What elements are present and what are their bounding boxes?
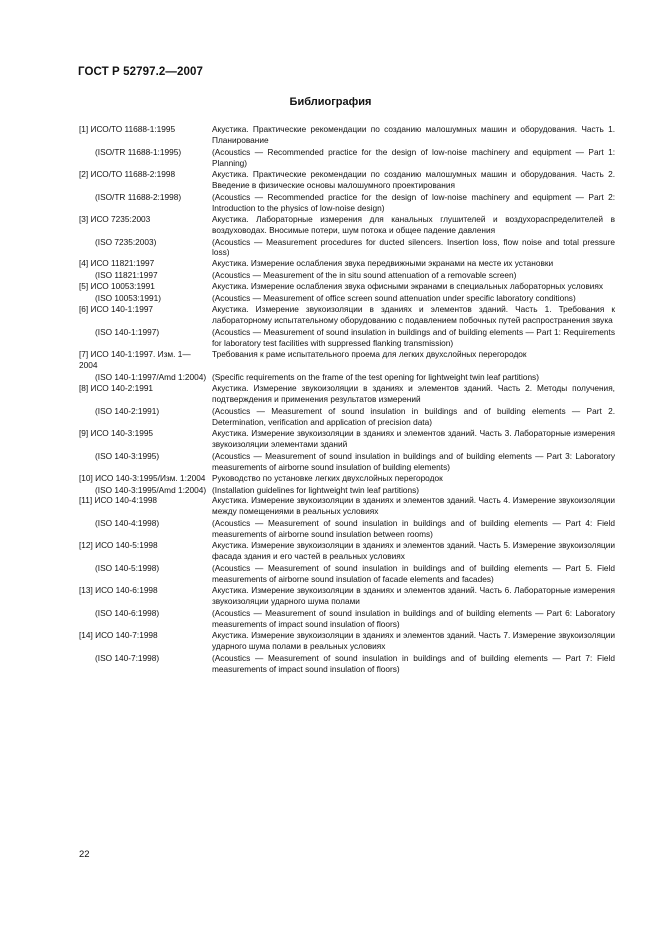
entry-reference-iso: (ISO 140-6:1998) xyxy=(95,607,160,618)
entry-description-ru: Акустика. Лабораторные измерения для канальных глушителей и воздухораспределителей в воздуховодах. Вносимые потери, шум потока и общее падение давления xyxy=(212,213,615,235)
bibliography-entry xyxy=(79,304,615,349)
entry-reference-iso: (ISO/TR 11688-1:1995) xyxy=(95,146,182,157)
entry-reference-iso: (ISO 140-3:1995/Amd 1:2004) xyxy=(95,484,207,495)
entry-description-en: (Acoustics — Measurement of sound insulation in buildings and of building elements — Part 5. Field measurements of airborne sound insulation of facade elements and facades) xyxy=(212,563,615,585)
entry-reference: [8] ИСО 140-2:1991 xyxy=(79,382,154,393)
bibliography-entry xyxy=(79,258,615,281)
entry-description-ru: Акустика. Измерение звукоизоляции в зданиях и элементов зданий. Часть 5. Измерение звукоизоляции фасада здания и его частей в реальных условиях xyxy=(212,540,615,562)
entry-reference: [4] ИСО 11821:1997 xyxy=(79,258,155,269)
entry-description-ru: Руководство по установке легких двухслойных перегородок xyxy=(212,472,443,483)
entry-reference-iso: (ISO 140-2:1991) xyxy=(95,405,160,416)
bibliography-list xyxy=(79,124,615,675)
entry-reference: [3] ИСО 7235:2003 xyxy=(79,213,151,224)
entry-reference-iso: (ISO 140-7:1998) xyxy=(95,652,160,663)
entry-reference: [13] ИСО 140-6:1998 xyxy=(79,585,158,596)
bibliography-entry xyxy=(79,281,615,304)
bibliography-entry xyxy=(79,349,615,383)
entry-reference-iso: (ISO 7235:2003) xyxy=(95,236,157,247)
entry-description-ru: Акустика. Измерение звукоизоляции в зданиях и элементов зданий. Часть 1. Требования к лабораторному испытательному оборудованию с подавлением побочных путей распространения звука xyxy=(212,304,615,326)
entry-description-en: (Acoustics — Measurement of sound insulation in buildings and of building elements — Part 3: Laboratory measurements of airborne sound insulation of building elements) xyxy=(212,450,615,472)
entry-reference-iso: (ISO 140-1:1997/Amd 1:2004) xyxy=(95,371,207,382)
page-number: 22 xyxy=(79,849,90,860)
entry-description-ru: Акустика. Измерение ослабления звука передвижными экранами на месте их установки xyxy=(212,258,554,269)
entry-reference-iso: (ISO/TR 11688-2:1998) xyxy=(95,191,182,202)
bibliography-entry xyxy=(79,169,615,214)
entry-reference: [10] ИСО 140-3:1995/Изм. 1:2004 xyxy=(79,472,206,483)
document-header: ГОСТ Р 52797.2—2007 xyxy=(78,66,203,78)
entry-reference-iso: (ISO 140-4:1998) xyxy=(95,518,160,529)
entry-description-ru: Акустика. Измерение звукоизоляции в зданиях и элементов зданий. Часть 6. Лабораторные измерения звукоизоляции ударного шума полами xyxy=(212,585,615,607)
entry-description-ru: Акустика. Измерение звукоизоляции в зданиях и элементов зданий. Часть 4. Измерение звукоизоляции между помещениями в реальных условиях xyxy=(212,495,615,517)
entry-description-en: (Acoustics — Measurement of sound insulation in buildings and of building elements — Part 1: Requirements for laboratory test facilities with suppressed flanking transmission) xyxy=(212,327,615,349)
entry-description-en: (Acoustics — Measurement of office screen sound attenuation under specific laboratory conditions) xyxy=(212,293,576,304)
entry-description-en: (Acoustics — Measurement of sound insulation in buildings and of building elements — Part 2. Determination, verification and application of precision data) xyxy=(212,405,615,427)
bibliography-entry xyxy=(79,214,615,259)
entry-reference: [11] ИСО 140-4:1998 xyxy=(79,495,158,506)
bibliography-entry xyxy=(79,585,615,630)
entry-description-en: (Installation guidelines for lightweight twin leaf partitions) xyxy=(212,484,420,495)
entry-description-en: (Acoustics — Measurement of the in situ sound attenuation of a removable screen) xyxy=(212,270,517,281)
entry-reference: [7] ИСО 140-1:1997. Изм. 1—2004 xyxy=(79,349,191,371)
bibliography-title: Библиография xyxy=(289,96,372,108)
bibliography-entry xyxy=(79,428,615,473)
entry-description-ru: Акустика. Измерение звукоизоляции в зданиях и элементов зданий. Часть 7. Измерение звукоизоляции ударного шума полами в реальных условиях xyxy=(212,629,615,651)
entry-reference: [6] ИСО 140-1:1997 xyxy=(79,304,154,315)
entry-description-en: (Acoustics — Measurement of sound insulation in buildings and of building elements — Part 4: Field measurements of airborne sound insulation between rooms) xyxy=(212,518,615,540)
entry-reference: [5] ИСО 10053:1991 xyxy=(79,281,155,292)
entry-reference: [9] ИСО 140-3:1995 xyxy=(79,427,154,438)
entry-reference: [2] ИСО/ТО 11688-2:1998 xyxy=(79,168,176,179)
entry-reference: [1] ИСО/ТО 11688-1:1995 xyxy=(79,124,176,134)
bibliography-entry xyxy=(79,495,615,540)
entry-description-en: (Acoustics — Measurement of sound insulation in buildings and of building elements — Part 6: Laboratory measurements of impact sound insulation of floors) xyxy=(212,607,615,629)
entry-reference: [12] ИСО 140-5:1998 xyxy=(79,540,158,551)
entry-description-ru: Акустика. Практические рекомендации по созданию малошумных машин и оборудования. Часть 2. Введение в физические основы малошумного проектирования xyxy=(212,168,615,190)
bibliography-entry xyxy=(79,124,615,169)
entry-reference-iso: (ISO 10053:1991) xyxy=(95,293,161,304)
entry-reference-iso: (ISO 140-3:1995) xyxy=(95,450,160,461)
entry-reference-iso: (ISO 11821:1997 xyxy=(95,270,158,281)
entry-reference-iso: (ISO 140-5:1998) xyxy=(95,563,160,574)
entry-description-ru: Акустика. Измерение звукоизоляции в зданиях и элементов зданий. Часть 2. Методы получения, подтверждения и применения результатов измерений xyxy=(212,382,615,404)
entry-reference: [14] ИСО 140-7:1998 xyxy=(79,629,158,640)
entry-description-en: (Acoustics — Measurement procedures for ducted silencers. Insertion loss, flow noise and total pressure loss) xyxy=(212,236,615,258)
bibliography-entry xyxy=(79,630,615,675)
entry-reference-iso: (ISO 140-1:1997) xyxy=(95,327,160,338)
entry-description-ru: Акустика. Практические рекомендации по созданию малошумных машин и оборудования. Часть 1. Планирование xyxy=(212,124,615,145)
entry-description-ru: Акустика. Измерение ослабления звука офисными экранами в специальных лабораторных условиях xyxy=(212,281,604,292)
entry-description-en: (Acoustics — Measurement of sound insulation in buildings and of building elements — Part 7: Field measurements of impact sound insulation of floors) xyxy=(212,652,615,674)
bibliography-entry xyxy=(79,473,615,496)
bibliography-entry xyxy=(79,540,615,585)
entry-description-en: (Acoustics — Recommended practice for the design of low-noise machinery and equipment — Part 1: Planning) xyxy=(212,146,615,168)
entry-description-ru: Акустика. Измерение звукоизоляции в зданиях и элементов зданий. Часть 3. Лабораторные измерения звукоизоляции элементами зданий xyxy=(212,427,615,449)
bibliography-entry xyxy=(79,383,615,428)
entry-description-ru: Требования к раме испытательного проема для легких двухслойных перегородок xyxy=(212,349,527,360)
entry-description-en: (Specific requirements on the frame of the test opening for lightweight twin leaf partitions) xyxy=(212,371,539,382)
entry-description-en: (Acoustics — Recommended practice for the design of low-noise machinery and equipment — Part 2: Introduction to the physics of low-noise design) xyxy=(212,191,615,213)
